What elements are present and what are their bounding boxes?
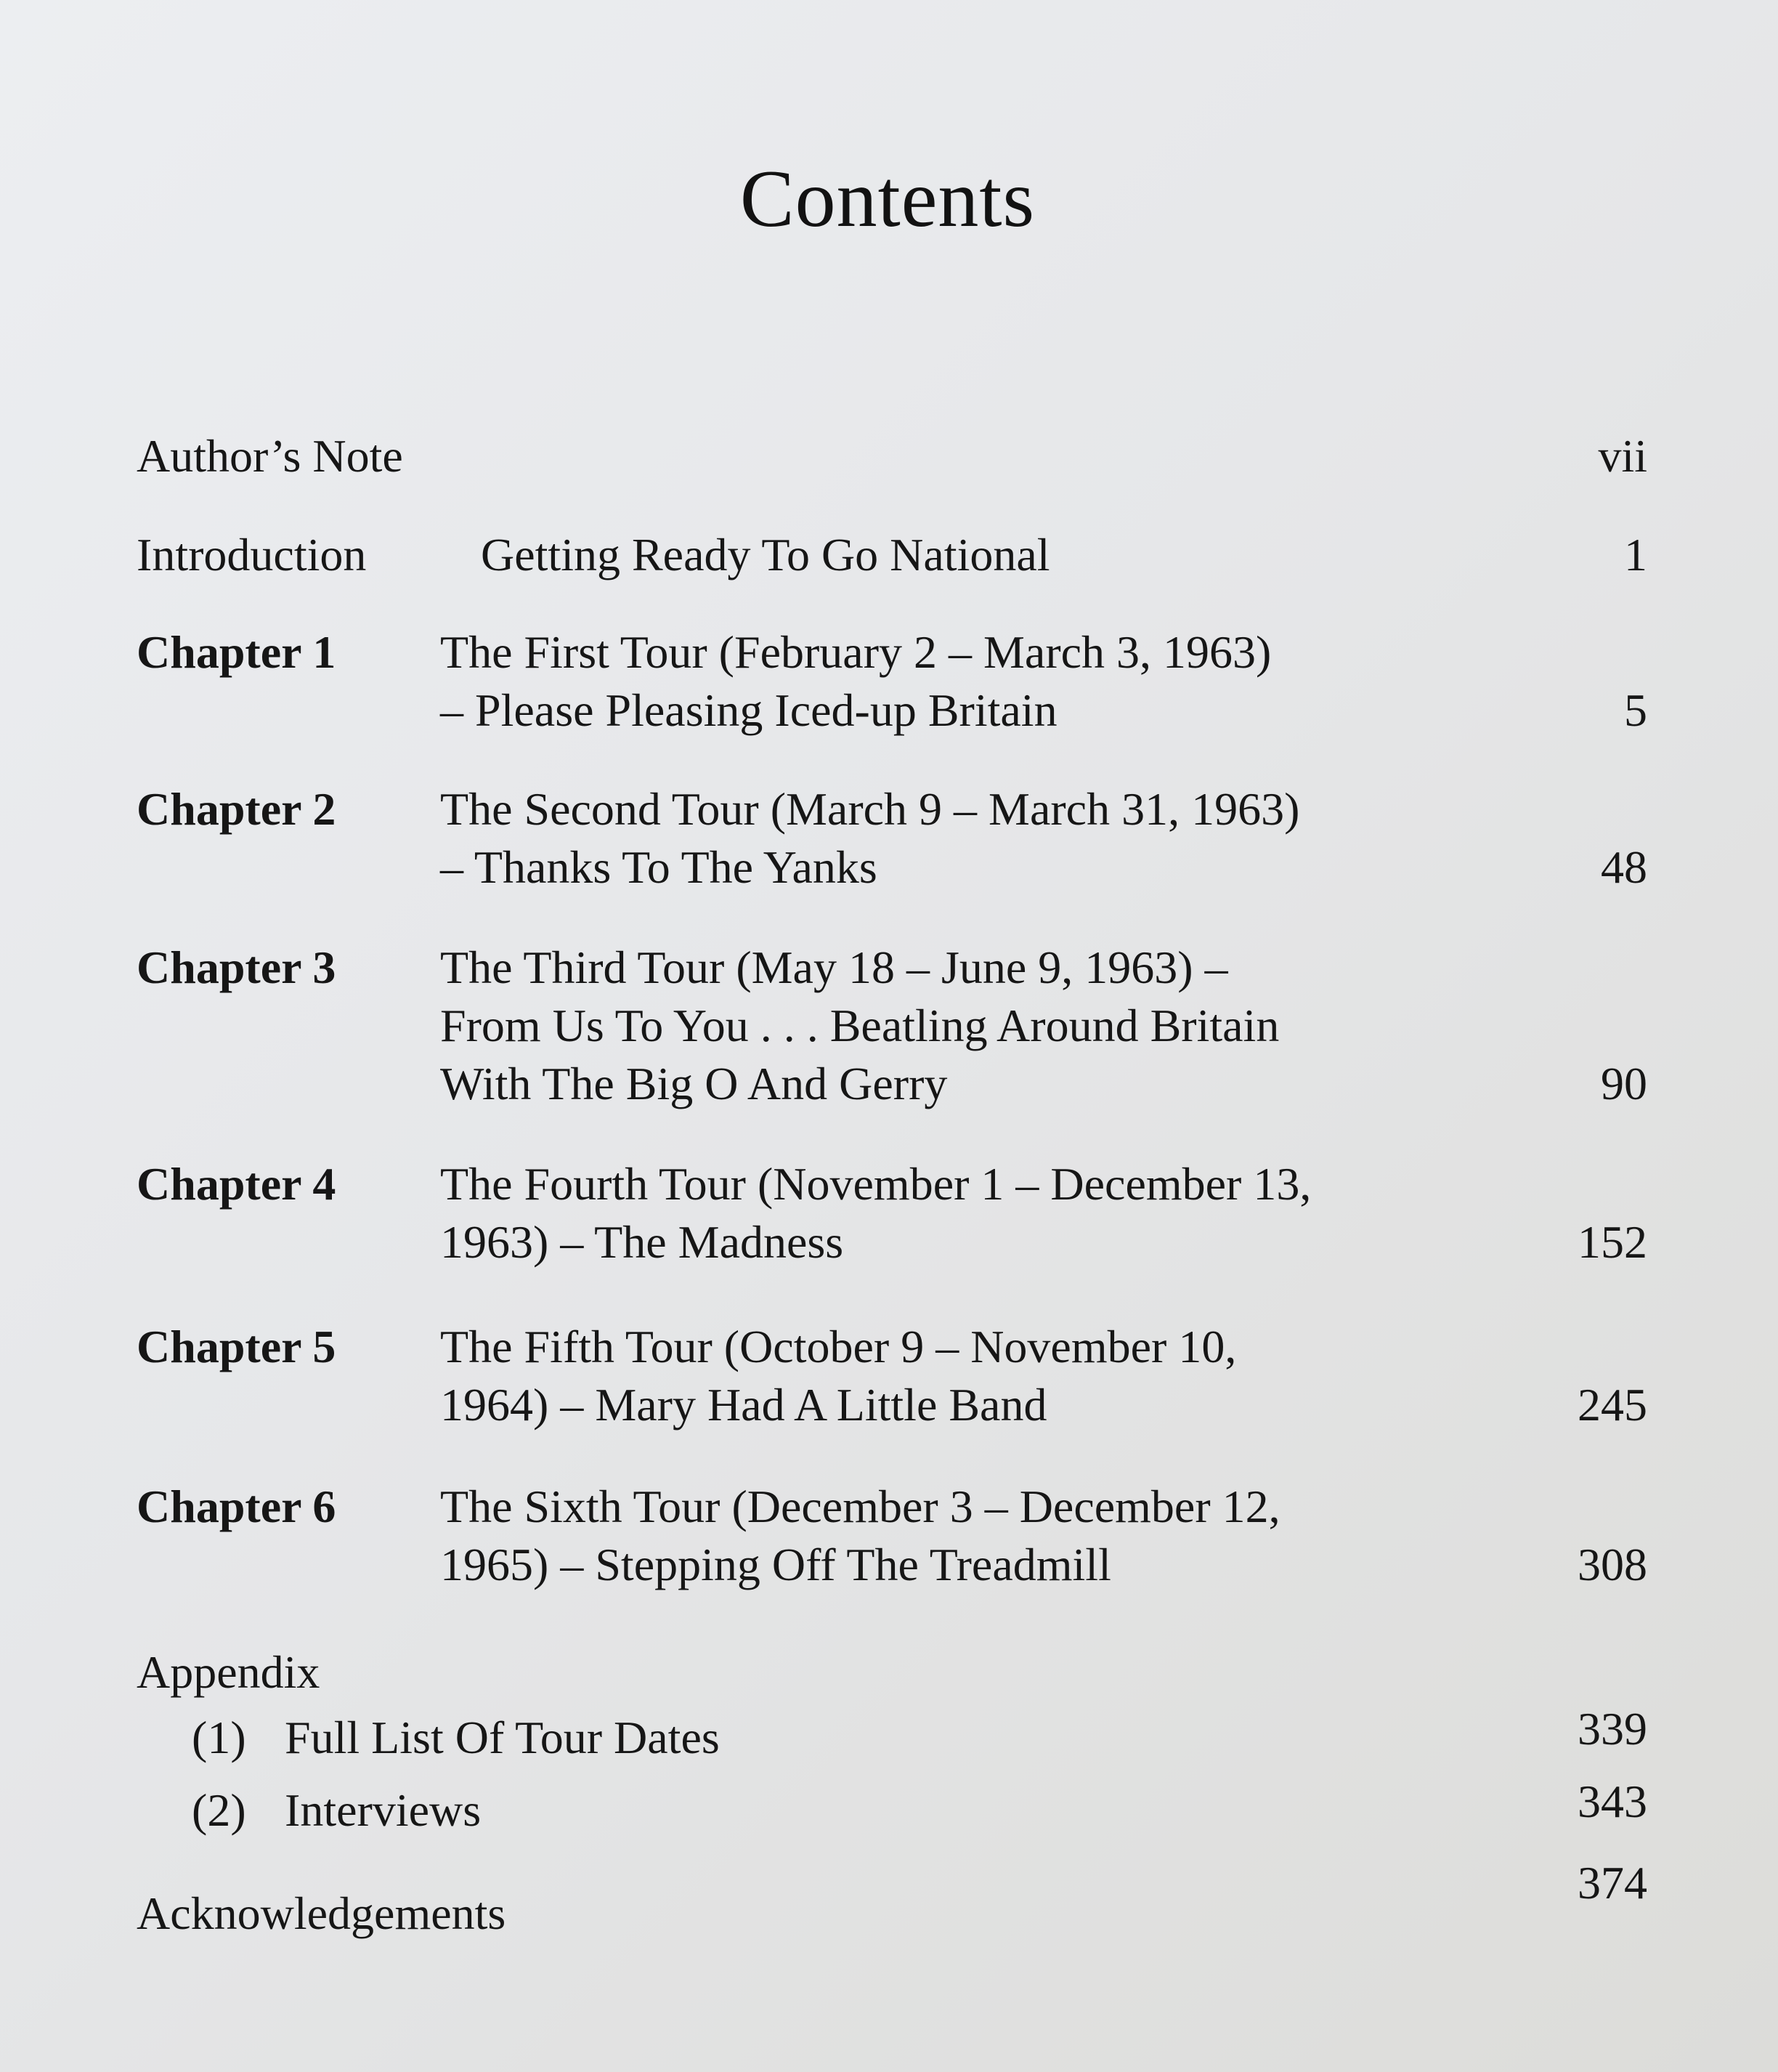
entry-title-line: With The Big O And Gerry [440,1058,948,1109]
entry-lead: Chapter 6 [137,1481,336,1532]
entry-title [481,526,1050,584]
entry-title [440,1478,1280,1594]
entry-page-number: 308 [1578,1539,1647,1590]
entry-title [440,780,1299,897]
entry-lead: Chapter 4 [137,1158,336,1210]
entry-lead: Chapter 2 [137,783,336,835]
appendix-label: Appendix [137,1646,320,1698]
entry-page-number: 245 [1578,1379,1647,1430]
entry-page-number: vii [1598,430,1647,482]
entry-title-line: The Second Tour (March 9 – March 31, 1963) [440,783,1300,835]
entry-title-line: From Us To You . . . Beatling Around Britain [440,1000,1280,1051]
page-title: Contents [739,154,1036,244]
entry-title-line: The First Tour (February 2 – March 3, 1963) [440,626,1272,678]
entry-page-number: 1 [1624,529,1647,580]
appendix-item-text [192,1781,481,1840]
entry-title [440,1155,1311,1271]
entry-title-line: – Please Pleasing Iced-up Britain [440,684,1058,736]
entry-page-number: 48 [1601,841,1647,893]
entry-title-line: – Thanks To The Yanks [440,841,877,893]
entry-lead: Chapter 1 [137,626,336,678]
entry-title-line: The Fourth Tour (November 1 – December 13, [440,1158,1312,1210]
entry-page-number: 90 [1601,1058,1647,1109]
entry-page-number: 339 [1578,1703,1647,1755]
entry-page-number: 5 [1624,684,1647,736]
appendix-item-number: (1) [192,1712,246,1763]
entry-title-line: The Sixth Tour (December 3 – December 12, [440,1481,1280,1532]
appendix-item-title: Full List Of Tour Dates [285,1712,720,1763]
entry-title [440,1318,1236,1434]
entry-lead: Introduction [137,529,367,580]
appendix-item-number: (2) [192,1784,246,1836]
entry-lead: Chapter 3 [137,942,336,993]
entry-lead: Author’s Note [137,430,403,482]
entry-page-number: 152 [1578,1216,1647,1268]
appendix-item-text [192,1709,720,1767]
entry-title-line: 1963) – The Madness [440,1216,844,1268]
entry-lead: Acknowledgements [137,1887,506,1939]
entry-title [440,623,1271,740]
entry-title-line: 1964) – Mary Had A Little Band [440,1379,1047,1430]
entry-lead: Chapter 5 [137,1321,336,1372]
entry-title-line: Getting Ready To Go National [481,529,1050,580]
entry-title-line: The Third Tour (May 18 – June 9, 1963) – [440,942,1228,993]
entry-page-number: 374 [1578,1857,1647,1909]
appendix-item-title: Interviews [285,1784,482,1836]
entry-title-line: The Fifth Tour (October 9 – November 10, [440,1321,1237,1372]
entry-title-line: 1965) – Stepping Off The Treadmill [440,1539,1111,1590]
entry-title [440,939,1279,1113]
entry-page-number: 343 [1578,1776,1647,1827]
